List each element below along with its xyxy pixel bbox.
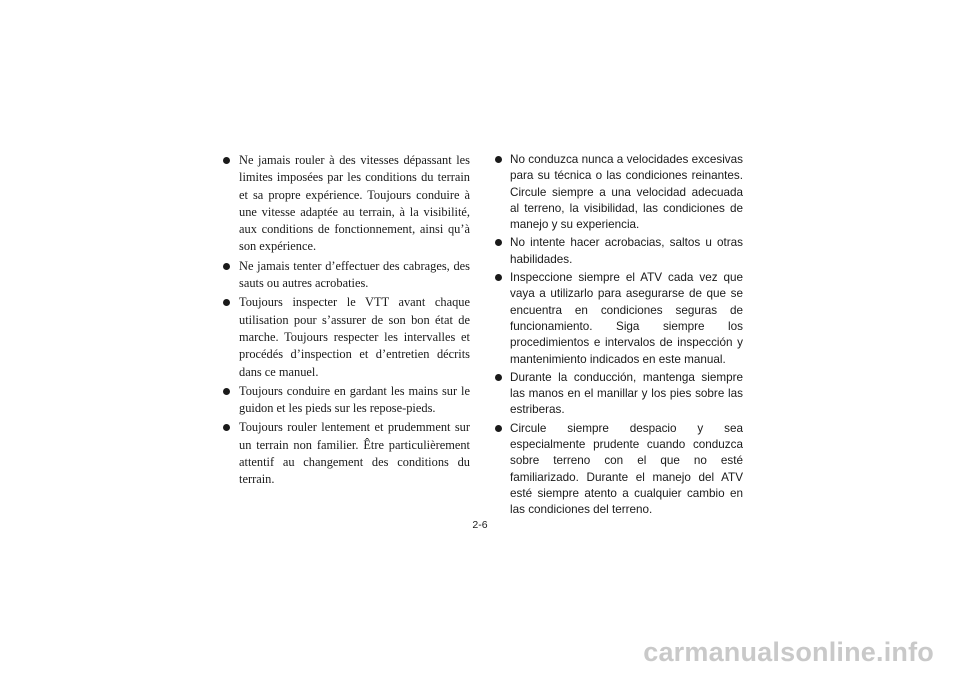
bullet-icon [495,156,502,163]
list-item [494,421,743,519]
bullet-icon [223,157,230,164]
list-item-text: Ne jamais tenter d’effectuer des cabrages, des sauts ou autres acrobaties. [239,258,470,291]
list-item [222,258,470,293]
bullet-icon [495,239,502,246]
spanish-column [494,152,743,521]
list-item [494,235,743,268]
list-item-text: Durante la conducción, mantenga siempre las manos en el manillar y los pies sobre las estriberas. [510,370,743,417]
watermark: carmanualsonline.info [643,637,934,667]
list-item [494,270,743,368]
bullet-icon [223,424,230,431]
list-item [222,152,470,256]
bullet-icon [223,263,230,270]
list-item [222,294,470,380]
list-item-text: Toujours rouler lentement et prudemment sur un terrain non familier. Être particulièrement attentif au changement des conditions du terrain. [239,420,470,487]
list-item [222,419,470,488]
list-item [494,152,743,233]
list-item-text: Circule siempre despacio y sea especialmente prudente cuando conduzca sobre terreno con el que no esté familiarizado. Durante el manejo del ATV esté siempre atento a cualquier cambio en las condiciones del terreno. [510,421,743,517]
list-item-text: No intente hacer acrobacias, saltos u otras habilidades. [510,236,743,266]
french-column [222,152,470,491]
list-item-text: Toujours conduire en gardant les mains sur le guidon et les pieds sur les repose-pieds. [239,383,470,416]
list-item [494,370,743,419]
list-item-text: No conduzca nunca a velocidades excesivas para su técnica o las condiciones reinantes. Circule siempre a una velocidad adecuada al terreno, la visibilidad, las condiciones de manejo y su experiencia. [510,153,743,232]
bullet-icon [223,299,230,306]
list-item-text: Inspeccione siempre el ATV cada vez que vaya a utilizarlo para asegurarse de que se encuentra en condiciones seguras de funcionamiento. Siga siempre los procedimientos e intervalos de inspección y mantenimiento indicados en este manual. [510,271,743,366]
bullet-icon [495,274,502,281]
list-item-text: Ne jamais rouler à des vitesses dépassant les limites imposées par les conditions du terrain et sa propre expérience. Toujours conduire à une vitesse adaptée au terrain, à la visibilité, aux conditions de fonctionnement, ainsi qu’à son expérience. [239,153,470,254]
bullet-icon [495,374,502,381]
bullet-icon [223,388,230,395]
page-number: 2-6 [472,519,488,531]
list-item-text: Toujours inspecter le VTT avant chaque utilisation pour s’assurer de son bon état de marche. Toujours respecter les intervalles et procédés d’inspection et d’entretien décrits dans ce manuel. [239,295,470,379]
bullet-icon [495,425,502,432]
list-item [222,383,470,418]
